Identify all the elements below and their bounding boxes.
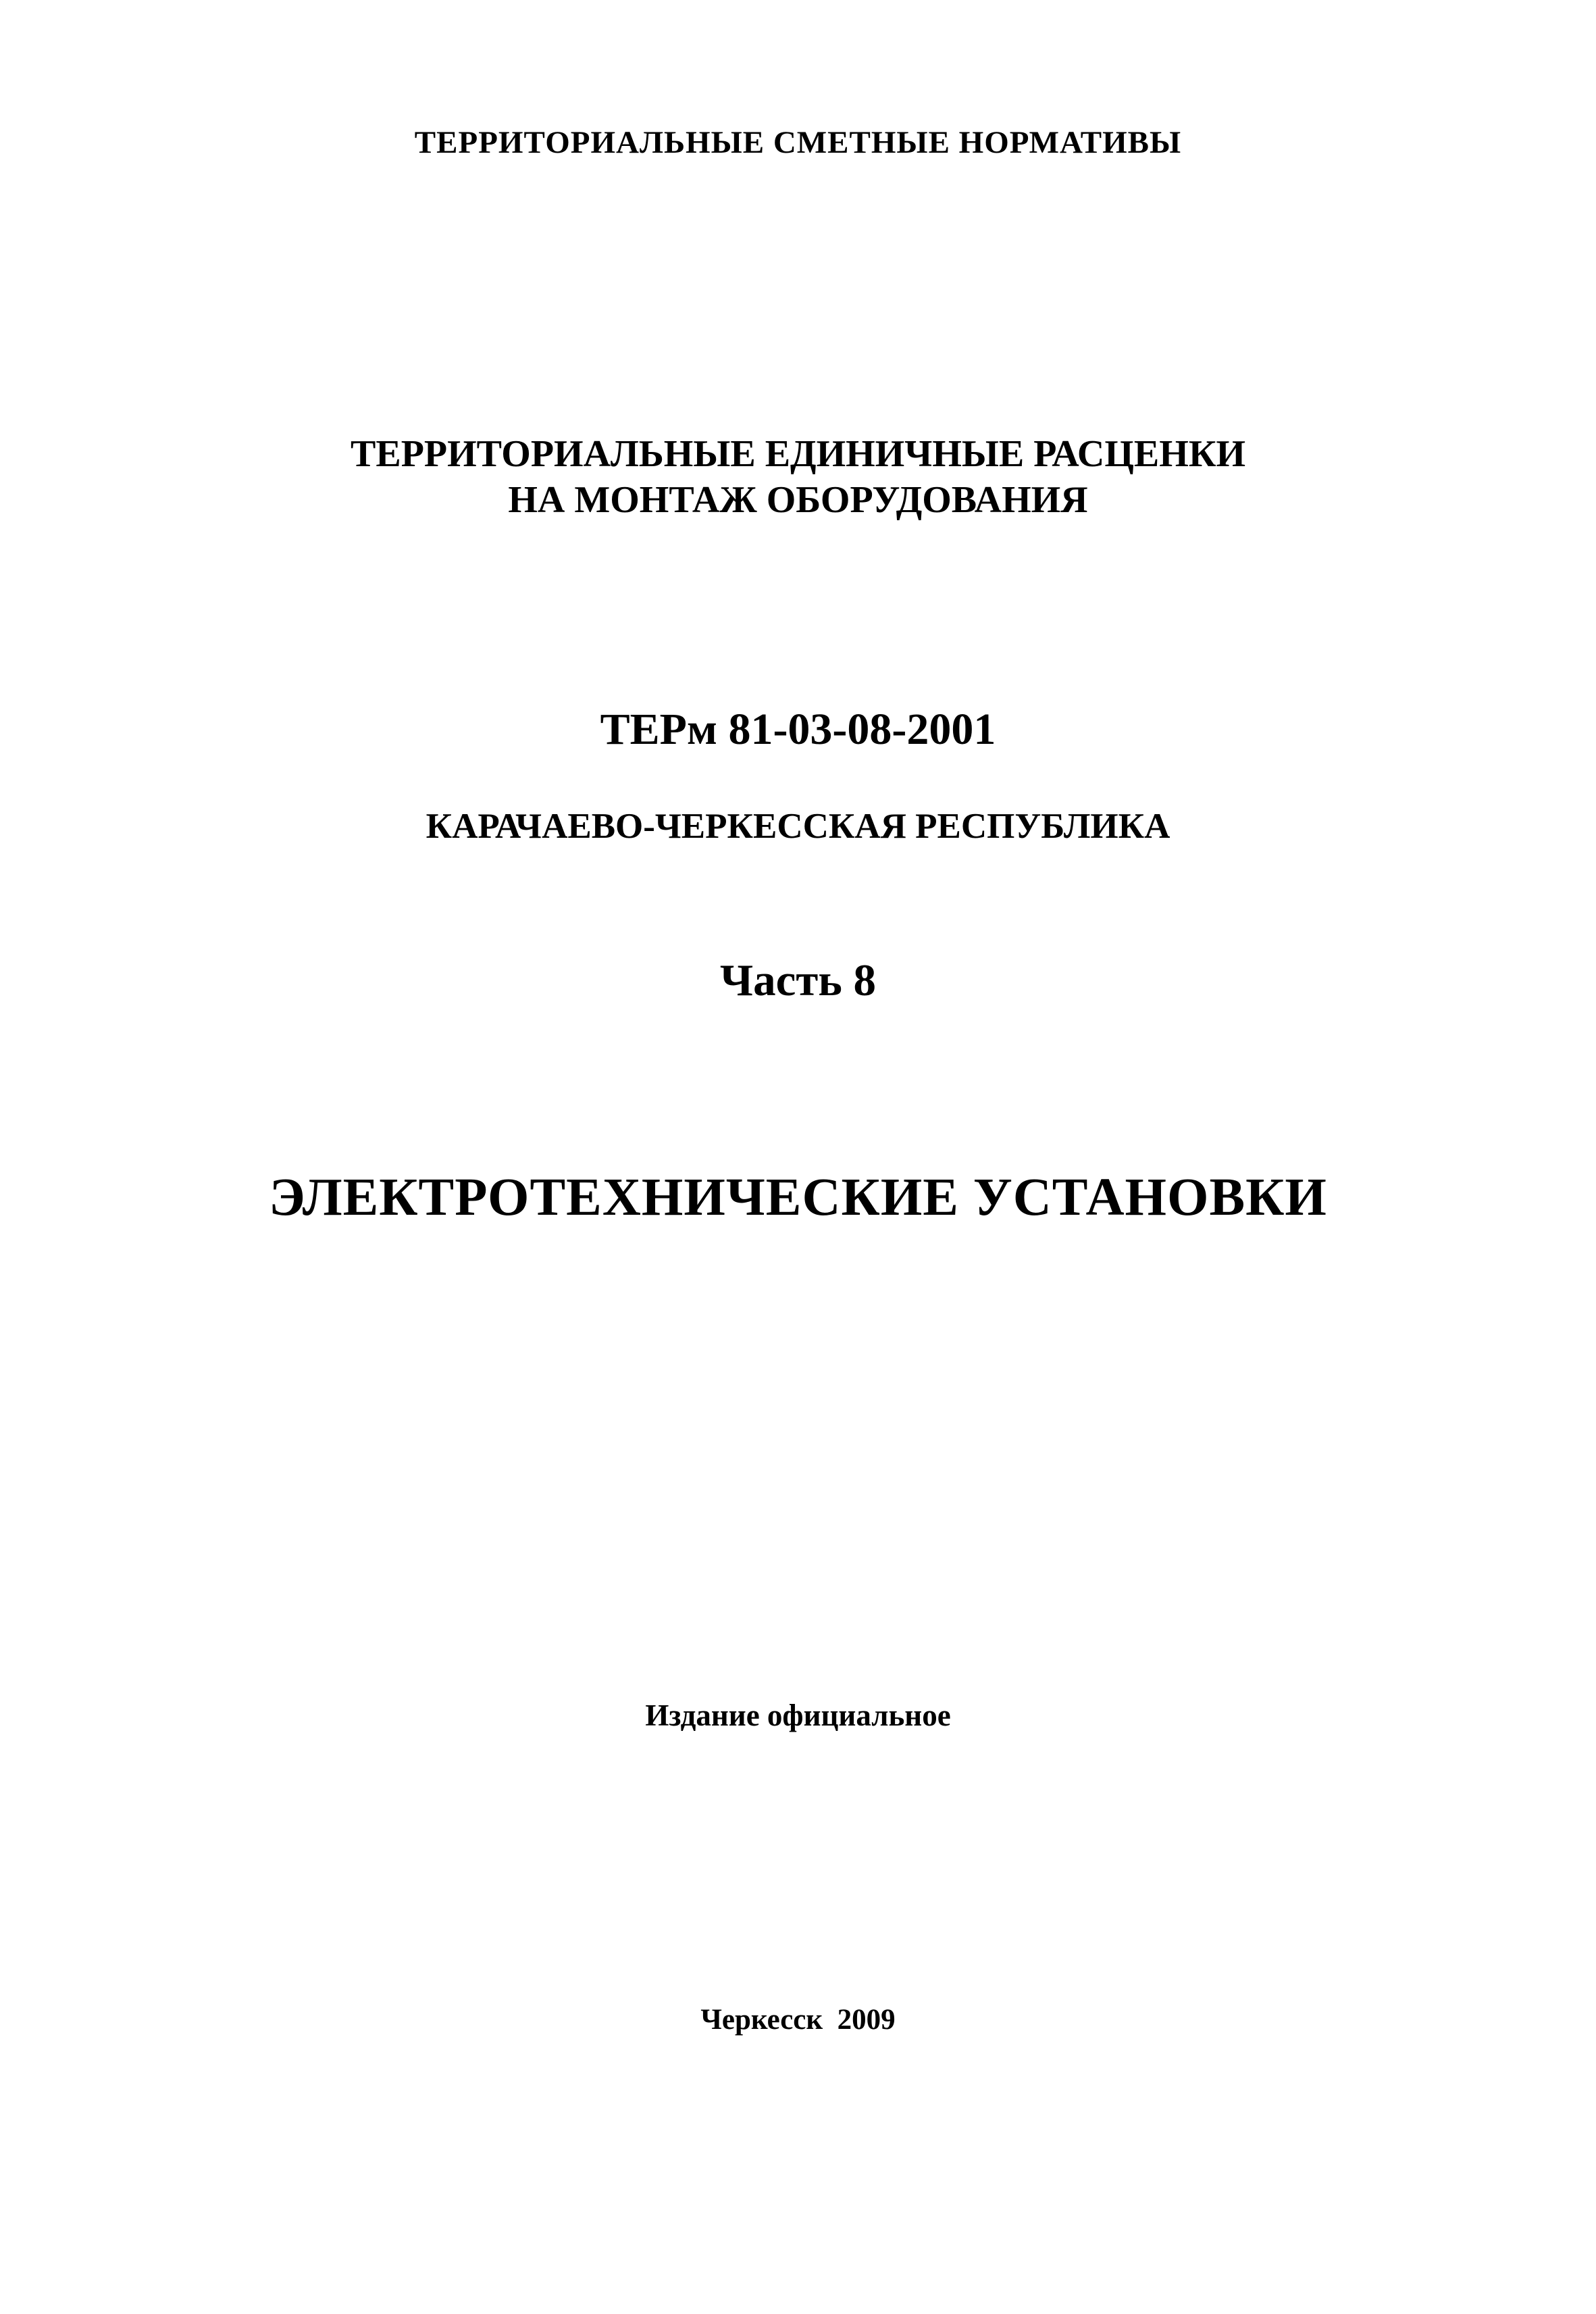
document-title-line-1: ТЕРРИТОРИАЛЬНЫЕ ЕДИНИЧНЫЕ РАСЦЕНКИ xyxy=(350,433,1246,475)
imprint-place-year: Черкесск 2009 xyxy=(700,2004,896,2036)
edition-note: Издание официальное xyxy=(645,1699,951,1732)
document-code: ТЕРм 81-03-08-2001 xyxy=(600,705,996,754)
part-number: Часть 8 xyxy=(720,955,876,1005)
document-title-line-2: НА МОНТАЖ ОБОРУДОВАНИЯ xyxy=(508,479,1088,521)
series-heading: ТЕРРИТОРИАЛЬНЫЕ СМЕТНЫЕ НОРМАТИВЫ xyxy=(414,125,1182,160)
subject-title: ЭЛЕКТРОТЕХНИЧЕСКИЕ УСТАНОВКИ xyxy=(269,1168,1327,1227)
region-name: КАРАЧАЕВО-ЧЕРКЕССКАЯ РЕСПУБЛИКА xyxy=(426,807,1170,846)
